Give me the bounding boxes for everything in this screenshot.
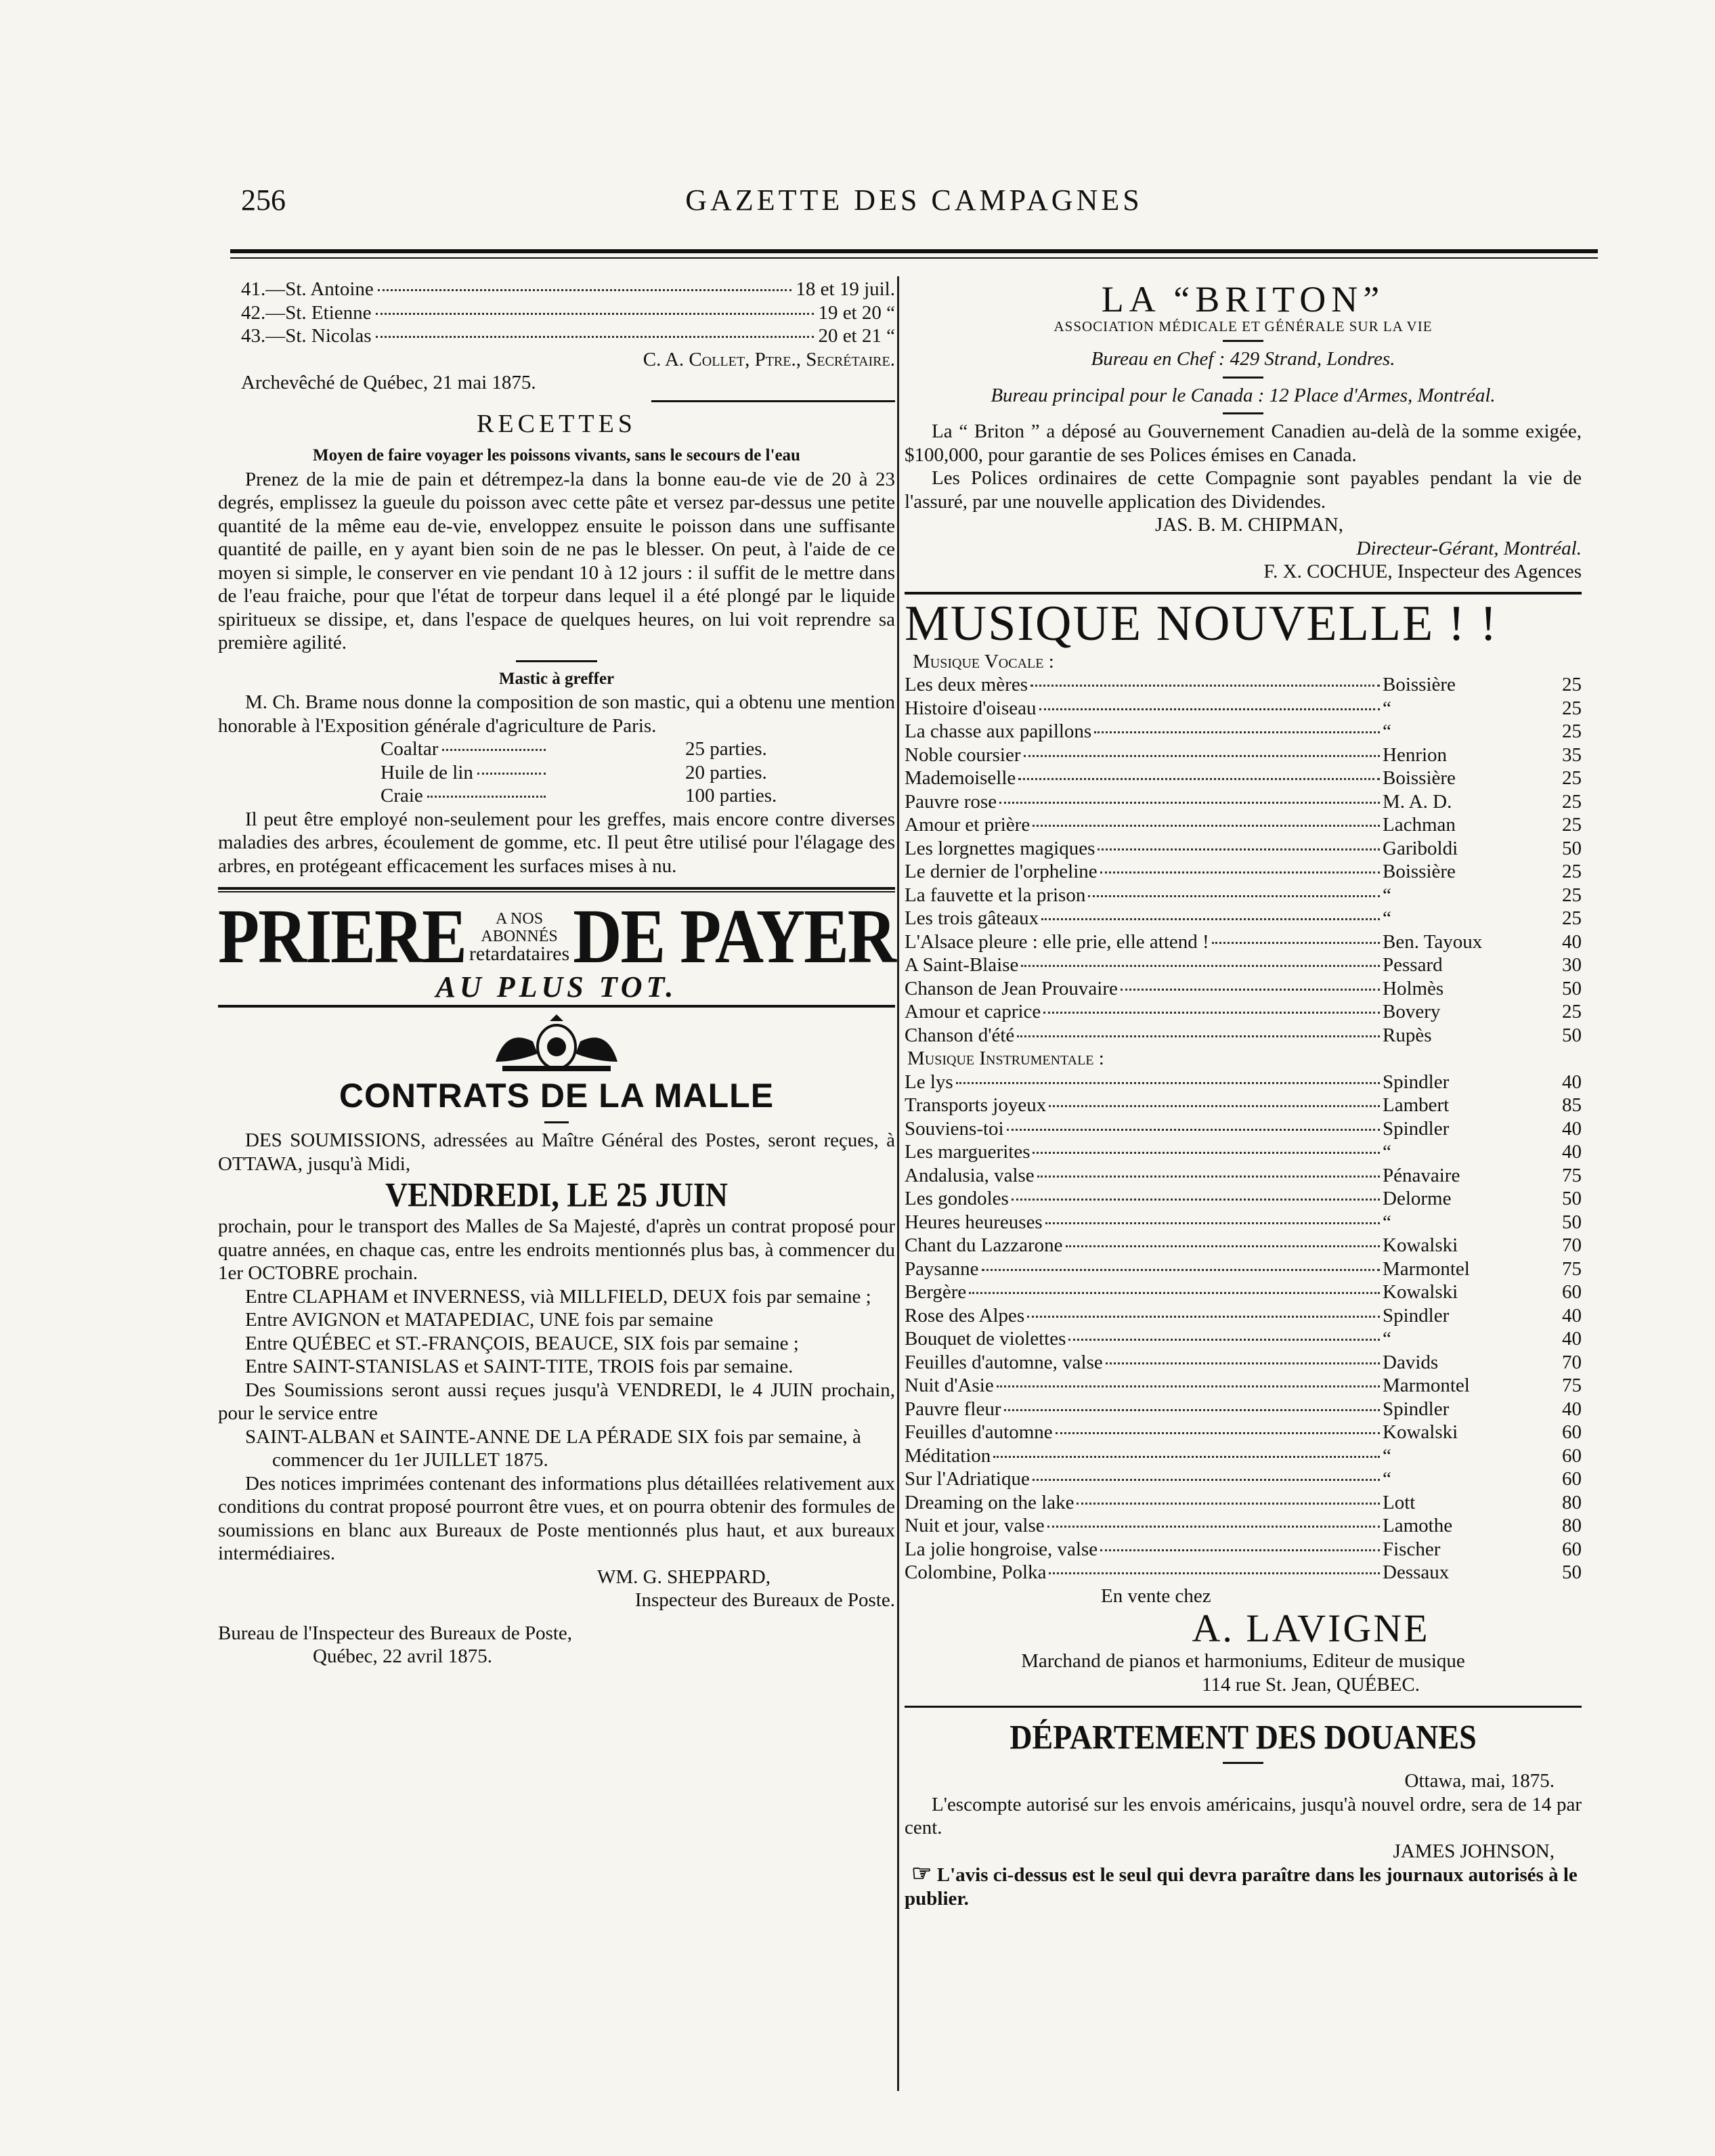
music-item bbox=[905, 930, 1582, 954]
header-rule bbox=[230, 249, 1598, 253]
music-item bbox=[905, 1024, 1582, 1048]
music-price: 50 bbox=[1562, 1211, 1582, 1233]
music-author: Ben. Tayoux bbox=[1383, 930, 1483, 953]
music-author: Lott bbox=[1383, 1491, 1416, 1513]
divider bbox=[218, 887, 895, 890]
music-author: Lachman bbox=[1383, 814, 1456, 836]
music-price: 75 bbox=[1562, 1257, 1582, 1280]
leader-dots bbox=[1100, 871, 1380, 874]
leader-dots bbox=[1039, 708, 1381, 710]
music-author: Davids bbox=[1383, 1351, 1439, 1373]
music-title: Histoire d'oiseau bbox=[905, 697, 1037, 719]
music-price: 35 bbox=[1562, 743, 1582, 766]
douanes-text: L'escompte autorisé sur les envois américains, jusqu'à nouvel ordre, sera de 14 par cent. bbox=[905, 1793, 1582, 1838]
music-title: Nuit et jour, valse bbox=[905, 1515, 1045, 1536]
leader-dots bbox=[1049, 1105, 1380, 1107]
recipe-title: Mastic à greffer bbox=[498, 669, 615, 688]
briton-title: LA “BRITON” bbox=[1101, 279, 1385, 320]
leader-dots bbox=[1068, 1339, 1380, 1341]
music-author: “ bbox=[1383, 1468, 1391, 1490]
briton-subtitle: ASSOCIATION MÉDICALE ET GÉNÉRALE SUR LA VIE bbox=[1054, 318, 1433, 335]
music-item bbox=[905, 977, 1582, 1001]
leader-dots bbox=[999, 802, 1380, 804]
music-title: Les marguerites bbox=[905, 1141, 1030, 1163]
music-price: 25 bbox=[1562, 814, 1582, 836]
vente-label: En vente chez bbox=[1101, 1584, 1211, 1607]
music-title: Rose des Alpes bbox=[905, 1304, 1025, 1327]
douanes-date: Ottawa, mai, 1875. bbox=[1404, 1770, 1555, 1792]
left-column bbox=[218, 278, 895, 1668]
music-item bbox=[905, 1000, 1582, 1024]
music-price: 25 bbox=[1562, 884, 1582, 906]
music-author: Bovery bbox=[1383, 1001, 1441, 1022]
music-author: “ bbox=[1383, 1444, 1391, 1467]
music-price: 80 bbox=[1562, 1491, 1582, 1513]
music-price: 75 bbox=[1562, 1375, 1582, 1396]
music-item bbox=[905, 1187, 1582, 1211]
leader-dots bbox=[993, 1456, 1380, 1458]
leader-dots bbox=[1037, 1176, 1380, 1178]
leader-dots bbox=[1121, 989, 1380, 991]
musique-vocale-label: Musique Vocale : bbox=[913, 650, 1054, 672]
music-author: Pessard bbox=[1383, 954, 1443, 976]
music-price: 25 bbox=[1562, 720, 1582, 742]
music-title: Sur l'Adriatique bbox=[905, 1468, 1030, 1490]
leader-dots bbox=[1094, 731, 1380, 733]
divider bbox=[1223, 376, 1263, 379]
music-price: 40 bbox=[1562, 1328, 1582, 1350]
music-title: Les deux mères bbox=[905, 674, 1028, 695]
music-price: 80 bbox=[1562, 1515, 1582, 1536]
music-author: “ bbox=[1383, 884, 1391, 906]
recipe-intro: M. Ch. Brame nous donne la composition de son mastic, qui a obtenu une mention honorable à l'Exposition générale d'agriculture de Paris. bbox=[218, 691, 895, 737]
leader-dots bbox=[1030, 685, 1380, 687]
music-author: Fischer bbox=[1383, 1538, 1441, 1560]
recipe-text: Prenez de la mie de pain et détrempez-la dans la bonne eau-de vie de 20 à 23 degrés, emplissez la gueule du poisson avec cette pâte et versez par-dessus une petite quantité de la même eau de-vie, enveloppez ensuite le poisson dans une suffisante quantité de paille, en y ayant bien soin de ne pas le blesser. On peut, à l'aide de ce moyen si simple, le conserver en vie pendant 10 à 12 jours : il suffit de le mettre dans de l'eau fraiche, pour que l'état de torpeur dans lequel il a été plongé par le liquide spiritueux se dissipe, et, dans l'espace de quelques heures, on lui voit reprendre sa première agilité. bbox=[218, 468, 895, 653]
music-author: Pénavaire bbox=[1383, 1164, 1460, 1186]
music-item bbox=[905, 1351, 1582, 1375]
briton-text: La “ Briton ” a déposé au Gouvernement Canadien au-delà de la somme exigée, $100,000, pour garantie de ses Polices émises en Canada. bbox=[905, 421, 1582, 466]
contrats-date: VENDREDI, LE 25 JUIN bbox=[385, 1176, 729, 1214]
music-price: 40 bbox=[1562, 1398, 1582, 1420]
music-price: 60 bbox=[1562, 1444, 1582, 1467]
leader-dots bbox=[1027, 1316, 1380, 1318]
music-author: “ bbox=[1383, 907, 1391, 929]
music-title: La fauvette et la prison bbox=[905, 884, 1086, 906]
vocale-list bbox=[905, 673, 1582, 1047]
music-item bbox=[905, 1304, 1582, 1328]
music-title: Heures heureuses bbox=[905, 1211, 1043, 1233]
music-title: Feuilles d'automne bbox=[905, 1421, 1053, 1443]
music-price: 25 bbox=[1562, 674, 1582, 695]
signature-title: Directeur-Gérant, Montréal. bbox=[1356, 537, 1582, 559]
music-author: “ bbox=[1383, 697, 1391, 719]
music-price: 50 bbox=[1562, 1561, 1582, 1583]
music-price: 25 bbox=[1562, 697, 1582, 719]
music-title: Chant du Lazzarone bbox=[905, 1234, 1063, 1256]
divider bbox=[1223, 412, 1263, 414]
banner-word: PRIERE bbox=[218, 892, 466, 980]
music-item bbox=[905, 1491, 1582, 1515]
music-title: Le dernier de l'orpheline bbox=[905, 861, 1098, 882]
contrats-text: prochain, pour le transport des Malles de Sa Majesté, d'après un contrat proposé pour quatre années, en chaque cas, entre les endroits mentionnés plus bas, à commencer du 1er OCTOBRE prochain. bbox=[218, 1215, 895, 1284]
signature-name: WM. G. SHEPPARD, bbox=[597, 1566, 770, 1588]
music-item bbox=[905, 790, 1582, 814]
music-title: Feuilles d'automne, valse bbox=[905, 1351, 1103, 1373]
music-item bbox=[905, 1374, 1582, 1398]
music-item bbox=[905, 1514, 1582, 1538]
right-column bbox=[905, 278, 1582, 1910]
music-item bbox=[905, 1467, 1582, 1491]
leader-dots bbox=[1012, 1199, 1380, 1201]
music-title: Dreaming on the lake bbox=[905, 1491, 1074, 1513]
music-price: 70 bbox=[1562, 1351, 1582, 1373]
music-title: Chanson de Jean Prouvaire bbox=[905, 977, 1118, 999]
musique-title: MUSIQUE NOUVELLE ! ! bbox=[905, 595, 1498, 651]
banner-bottom: AU PLUS TOT. bbox=[435, 970, 678, 1004]
header-rule-thin bbox=[230, 257, 1598, 259]
merchant-name: A. LAVIGNE bbox=[1192, 1606, 1430, 1650]
newspaper-title: GAZETTE DES CAMPAGNES bbox=[685, 184, 1143, 217]
music-author: Kowalski bbox=[1383, 1281, 1458, 1303]
leader-dots bbox=[1098, 848, 1380, 850]
briton-bureau-canada: Bureau principal pour le Canada : 12 Place d'Armes, Montréal. bbox=[991, 384, 1496, 406]
music-price: 60 bbox=[1562, 1421, 1582, 1443]
office-line: Bureau de l'Inspecteur des Bureaux de Poste, bbox=[218, 1622, 573, 1644]
list-item: 41.—St. Antoine 18 et 19 juil. bbox=[241, 278, 895, 300]
music-author: “ bbox=[1383, 720, 1391, 742]
music-author: Spindler bbox=[1383, 1304, 1450, 1327]
music-price: 25 bbox=[1562, 790, 1582, 813]
music-item bbox=[905, 1071, 1582, 1094]
music-author: Spindler bbox=[1383, 1398, 1450, 1420]
music-title: Le lys bbox=[905, 1071, 953, 1093]
merchant-desc: Marchand de pianos et harmoniums, Editeur de musique bbox=[1021, 1650, 1465, 1672]
music-item bbox=[905, 1561, 1582, 1584]
music-author: Dessaux bbox=[1383, 1561, 1450, 1583]
signature-name: JAS. B. M. CHIPMAN, bbox=[1155, 514, 1343, 536]
music-author: Marmontel bbox=[1383, 1375, 1470, 1396]
column-divider bbox=[897, 276, 899, 2091]
leader-dots bbox=[1045, 1222, 1380, 1224]
route-item: Entre AVIGNON et MATAPEDIAC, UNE fois par semaine bbox=[245, 1309, 714, 1331]
leader-dots bbox=[1047, 1526, 1380, 1528]
divider bbox=[651, 400, 895, 402]
leader-dots bbox=[1033, 1479, 1380, 1481]
leader-dots bbox=[1100, 1549, 1380, 1551]
parish-list bbox=[218, 278, 895, 348]
leader-dots bbox=[1043, 1012, 1380, 1014]
music-author: Kowalski bbox=[1383, 1421, 1458, 1443]
payment-banner bbox=[218, 892, 895, 1004]
music-title: Paysanne bbox=[905, 1257, 979, 1280]
leader-dots bbox=[1106, 1362, 1380, 1364]
music-title: Les trois gâteaux bbox=[905, 907, 1039, 929]
page-header bbox=[230, 183, 1598, 223]
leader-dots bbox=[1004, 1409, 1380, 1411]
leader-dots bbox=[1033, 825, 1380, 827]
music-item bbox=[905, 1280, 1582, 1304]
music-price: 40 bbox=[1562, 1141, 1582, 1163]
music-price: 40 bbox=[1562, 1304, 1582, 1327]
music-author: Boissière bbox=[1383, 861, 1456, 882]
music-author: “ bbox=[1383, 1141, 1391, 1163]
music-price: 85 bbox=[1562, 1094, 1582, 1116]
music-author: Rupès bbox=[1383, 1024, 1432, 1046]
instrumentale-list bbox=[905, 1071, 1582, 1584]
leader-dots bbox=[1021, 965, 1380, 967]
music-author: Henrion bbox=[1383, 743, 1448, 766]
leader-dots bbox=[1007, 1129, 1380, 1131]
music-item bbox=[905, 720, 1582, 743]
route-item: Entre SAINT-STANISLAS et SAINT-TITE, TROIS fois par semaine. bbox=[245, 1356, 794, 1377]
music-price: 50 bbox=[1562, 1024, 1582, 1046]
banner-word: DE PAYER bbox=[573, 892, 895, 980]
contrats-text: Des notices imprimées contenant des informations plus détaillées relativement aux conditions du contrat proposé pourront être vues, et on pourra obtenir des formules de soumissions en blanc aux Bureaux de Poste mentionnés plus haut, et aux bureaux intermédiaires. bbox=[218, 1472, 895, 1564]
divider bbox=[905, 592, 1582, 595]
music-author: Boissière bbox=[1383, 674, 1456, 695]
music-price: 60 bbox=[1562, 1538, 1582, 1560]
music-title: La chasse aux papillons bbox=[905, 720, 1092, 742]
music-title: L'Alsace pleure : elle prie, elle attend ! bbox=[905, 930, 1209, 953]
music-item bbox=[905, 1398, 1582, 1421]
music-price: 40 bbox=[1562, 1117, 1582, 1140]
route-item: SAINT-ALBAN et SAINTE-ANNE DE LA PÉRADE SIX fois par semaine, à commencer du 1er JUILLET 1875. bbox=[245, 1425, 861, 1471]
divider bbox=[1223, 340, 1263, 342]
music-item bbox=[905, 1094, 1582, 1117]
music-item bbox=[905, 1444, 1582, 1468]
musique-instrumentale-label: Musique Instrumentale : bbox=[907, 1048, 1104, 1069]
music-item bbox=[905, 1538, 1582, 1561]
music-item bbox=[905, 884, 1582, 907]
music-item bbox=[905, 1211, 1582, 1234]
contrats-title: CONTRATS DE LA MALLE bbox=[339, 1077, 775, 1115]
divider bbox=[544, 1121, 569, 1123]
leader-dots bbox=[956, 1082, 1380, 1084]
leader-dots bbox=[1017, 1035, 1380, 1037]
contrats-text: Des Soumissions seront aussi reçues jusqu'à VENDREDI, le 4 JUIN prochain, pour le service entre bbox=[218, 1379, 895, 1424]
leader-dots bbox=[1077, 1503, 1380, 1505]
music-title: Nuit d'Asie bbox=[905, 1375, 994, 1396]
divider bbox=[1223, 1762, 1263, 1764]
date-line: Québec, 22 avril 1875. bbox=[313, 1645, 492, 1667]
music-title: Pauvre rose bbox=[905, 790, 997, 813]
leader-dots bbox=[1033, 1152, 1380, 1154]
music-title: Andalusia, valse bbox=[905, 1164, 1035, 1186]
music-item bbox=[905, 837, 1582, 861]
music-author: Gariboldi bbox=[1383, 837, 1458, 859]
music-author: Kowalski bbox=[1383, 1234, 1458, 1256]
music-price: 50 bbox=[1562, 977, 1582, 999]
music-author: Spindler bbox=[1383, 1117, 1450, 1140]
music-price: 50 bbox=[1562, 1188, 1582, 1209]
list-item: Craie 100 parties. bbox=[381, 785, 777, 806]
music-author: “ bbox=[1383, 1328, 1391, 1350]
music-price: 70 bbox=[1562, 1234, 1582, 1256]
route-item: Entre CLAPHAM et INVERNESS, vià MILLFIELD, DEUX fois par semaine ; bbox=[245, 1285, 871, 1308]
music-author: “ bbox=[1383, 1211, 1391, 1233]
music-title: Les gondoles bbox=[905, 1188, 1009, 1209]
music-item bbox=[905, 1164, 1582, 1188]
leader-dots bbox=[969, 1292, 1380, 1294]
recettes-title: RECETTES bbox=[477, 409, 636, 438]
music-price: 25 bbox=[1562, 1001, 1582, 1022]
music-item bbox=[905, 1117, 1582, 1141]
leader-dots bbox=[1049, 1572, 1380, 1574]
music-title: A Saint-Blaise bbox=[905, 954, 1019, 976]
briton-bureau: Bureau en Chef : 429 Strand, Londres. bbox=[1091, 348, 1395, 370]
banner-small: A NOS ABONNÉS retardataires bbox=[469, 910, 570, 965]
music-item bbox=[905, 953, 1582, 977]
royal-crest-icon bbox=[218, 1014, 895, 1075]
music-author: Lambert bbox=[1383, 1094, 1450, 1116]
music-price: 60 bbox=[1562, 1468, 1582, 1490]
music-title: Mademoiselle bbox=[905, 767, 1016, 789]
music-item bbox=[905, 1140, 1582, 1164]
douanes-note: ☞ L'avis ci-dessus est le seul qui devra paraître dans les journaux autorisés à le publier. bbox=[905, 1861, 1578, 1910]
music-item bbox=[905, 743, 1582, 767]
recipe-title: Moyen de faire voyager les poissons vivants, sans le secours de l'eau bbox=[313, 446, 800, 465]
leader-dots bbox=[982, 1269, 1380, 1271]
leader-dots bbox=[997, 1385, 1380, 1387]
music-title: Chanson d'été bbox=[905, 1024, 1015, 1046]
music-title: Souviens-toi bbox=[905, 1117, 1004, 1140]
leader-dots bbox=[1018, 778, 1380, 780]
music-author: Delorme bbox=[1383, 1188, 1452, 1209]
music-item bbox=[905, 673, 1582, 697]
list-item: Huile de lin 20 parties. bbox=[381, 761, 767, 783]
music-author: Lamothe bbox=[1383, 1515, 1453, 1536]
music-price: 50 bbox=[1562, 837, 1582, 859]
signature-name: F. X. COCHUE, Inspecteur des Agences bbox=[1263, 561, 1582, 582]
list-item: Coaltar 25 parties. bbox=[381, 738, 767, 760]
divider bbox=[218, 1005, 895, 1008]
music-price: 40 bbox=[1562, 1071, 1582, 1093]
music-title: Bouquet de violettes bbox=[905, 1328, 1066, 1350]
leader-dots bbox=[1041, 918, 1380, 920]
music-author: Spindler bbox=[1383, 1071, 1450, 1093]
music-title: Pauvre fleur bbox=[905, 1398, 1001, 1420]
music-item bbox=[905, 1234, 1582, 1257]
pointing-hand-icon: ☞ bbox=[911, 1861, 932, 1886]
music-author: Marmontel bbox=[1383, 1257, 1470, 1280]
route-item: Entre QUÉBEC et ST.-FRANÇOIS, BEAUCE, SIX fois par semaine ; bbox=[245, 1332, 799, 1354]
music-price: 25 bbox=[1562, 907, 1582, 929]
leader-dots bbox=[1056, 1432, 1380, 1434]
music-title: Bergère bbox=[905, 1281, 967, 1303]
music-price: 75 bbox=[1562, 1164, 1582, 1186]
music-title: Méditation bbox=[905, 1444, 991, 1467]
music-title: La jolie hongroise, valse bbox=[905, 1538, 1098, 1560]
leader-dots bbox=[1066, 1245, 1380, 1247]
music-author: Boissière bbox=[1383, 767, 1456, 789]
music-item bbox=[905, 697, 1582, 720]
music-item bbox=[905, 1327, 1582, 1351]
signature: C. A. Collet, Ptre., Secrétaire. bbox=[643, 348, 895, 370]
divider bbox=[905, 1706, 1582, 1708]
music-author: Holmès bbox=[1383, 977, 1444, 999]
leader-dots bbox=[1212, 942, 1380, 944]
divider bbox=[516, 660, 597, 662]
signature-name: JAMES JOHNSON, bbox=[1393, 1840, 1555, 1862]
music-title: Amour et prière bbox=[905, 814, 1030, 836]
music-item bbox=[905, 860, 1582, 884]
music-author: M. A. D. bbox=[1383, 790, 1452, 813]
music-title: Transports joyeux bbox=[905, 1094, 1047, 1116]
leader-dots bbox=[1024, 755, 1380, 757]
briton-text: Les Polices ordinaires de cette Compagnie sont payables pendant la vie de l'assuré, par une nouvelle application des Dividendes. bbox=[905, 467, 1582, 513]
music-price: 60 bbox=[1562, 1281, 1582, 1303]
music-title: Amour et caprice bbox=[905, 1001, 1041, 1022]
music-item bbox=[905, 907, 1582, 930]
music-item bbox=[905, 1421, 1582, 1444]
list-item: 43.—St. Nicolas 20 et 21 “ bbox=[241, 325, 895, 347]
merchant-address: 114 rue St. Jean, QUÉBEC. bbox=[1202, 1673, 1420, 1696]
music-item bbox=[905, 1257, 1582, 1281]
recipe-ingredients bbox=[218, 737, 895, 808]
music-price: 25 bbox=[1562, 861, 1582, 882]
douanes-title: DÉPARTEMENT DES DOUANES bbox=[1010, 1718, 1477, 1756]
music-title: Colombine, Polka bbox=[905, 1561, 1047, 1583]
music-price: 40 bbox=[1562, 930, 1582, 953]
recipe-text: Il peut être employé non-seulement pour les greffes, mais encore contre diverses maladies des arbres, écoulement de gomme, etc. Il peut être utilisé pour l'élagage des arbres, en protégeant efficacement les surfaces mises à nu. bbox=[218, 808, 895, 877]
signature-title: Inspecteur des Bureaux de Poste. bbox=[634, 1589, 895, 1611]
list-item: 42.—St. Etienne 19 et 20 “ bbox=[241, 301, 895, 324]
music-item bbox=[905, 767, 1582, 790]
music-price: 25 bbox=[1562, 767, 1582, 789]
music-item bbox=[905, 813, 1582, 837]
leader-dots bbox=[1088, 895, 1380, 897]
music-price: 30 bbox=[1562, 954, 1582, 976]
music-title: Noble coursier bbox=[905, 743, 1021, 766]
page-number: 256 bbox=[241, 184, 286, 217]
dateline: Archevêché de Québec, 21 mai 1875. bbox=[241, 372, 536, 393]
contrats-intro: DES SOUMISSIONS, adressées au Maître Général des Postes, seront reçues, à OTTAWA, jusqu'à Midi, bbox=[218, 1129, 895, 1175]
music-title: Les lorgnettes magiques bbox=[905, 837, 1095, 859]
